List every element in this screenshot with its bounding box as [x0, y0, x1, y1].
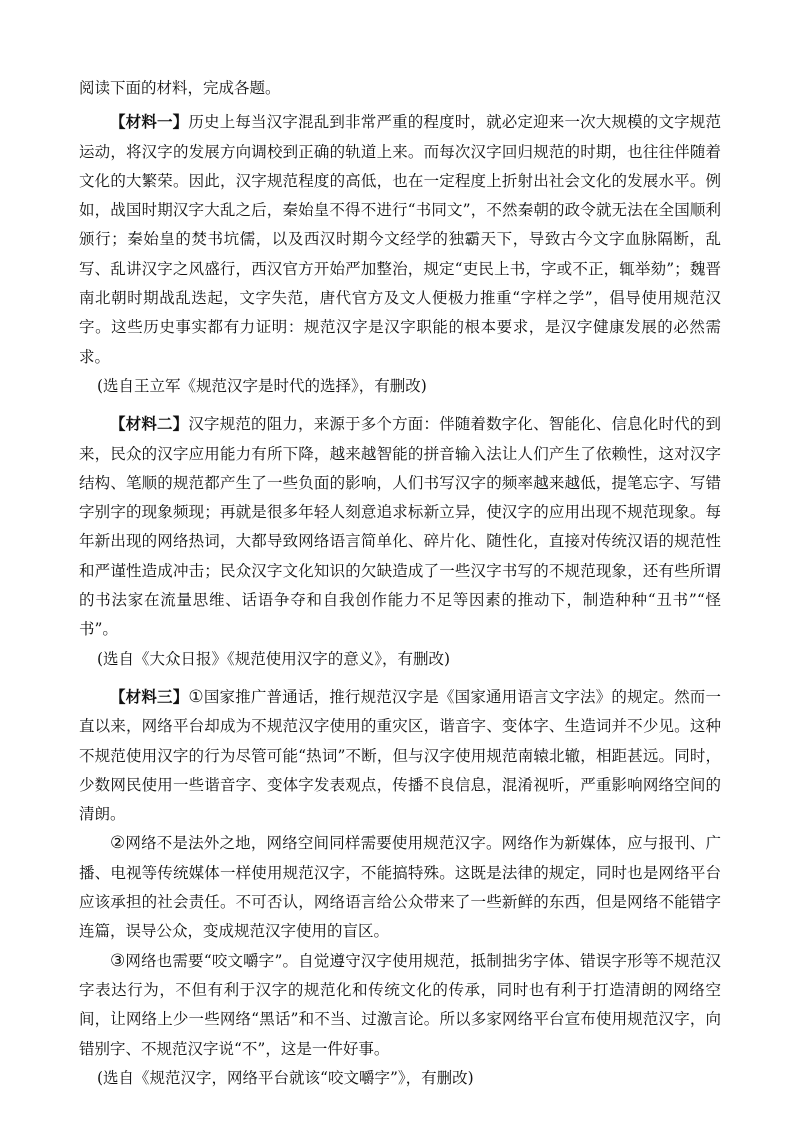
material-3-source: (选自《规范汉字，网络平台就该“咬文嚼字”》，有删改) — [97, 1068, 474, 1087]
material-3-paragraph-2 — [79, 829, 721, 946]
material-2-label: 【材料二】 — [110, 414, 189, 434]
intro-instruction: 阅读下面的材料，完成各题。 — [79, 79, 281, 97]
material-2-source: (选自《大众日报》《规范使用汉字的意义》，有删改) — [97, 649, 451, 668]
material-2-paragraph — [79, 409, 721, 644]
material-3-text-2: 网络不是法外之地，网络空间同样需要使用规范汉字。网络作为新媒体，应与报刊、广播、电视等传统媒体一样使用规范汉字，不能搞特殊。这既是法律的规定，同时也是网络平台应该承担的社会责任。不可否认，网络语言给公众带来了一些新鲜的东西，但是网络不能错字连篇，误导公众，变成规范汉字使用的盲区。 — [79, 834, 721, 941]
material-3-label: 【材料三】 — [110, 686, 189, 706]
document-page — [79, 74, 721, 1101]
material-1-source: (选自王立军《规范汉字是时代的选择》，有删改) — [97, 376, 427, 395]
paragraph-number-1: ① — [188, 686, 204, 707]
material-3-text-3: 网络也需要“咬文嚼字”。自觉遵守汉字使用规范，抵制拙劣字体、错误字形等不规范汉字表达行为，不但有利于汉字的规范化和传统文化的传承，同时也有利于打造清朗的网络空间，让网络上少一些网络“黑话”和不当、过激言论。所以多家网络平台宣布使用规范汉字，向错别字、不规范汉字说“不”，这是一件好事。 — [79, 951, 721, 1058]
material-3-paragraph-1 — [79, 682, 721, 829]
material-2-text: 汉字规范的阻力，来源于多个方面：伴随着数字化、智能化、信息化时代的到来，民众的汉字应用能力有所下降，越来越智能的拼音输入法让人们产生了依赖性，这对汉字结构、笔顺的规范都产生了一些负面的影响，人们书写汉字的频率越来越低，提笔忘字、写错字别字的现象频现；再就是很多年轻人刻意追求标新立异，使汉字的应用出现不规范现象。每年新出现的网络热词，大都导致网络语言简单化、碎片化、随性化，直接对传统汉语的规范性和严谨性造成冲击；民众汉字文化知识的欠缺造成了一些汉字书写的不规范现象，还有些所谓的书法家在流量思维、话语争夺和自我创作能力不足等因素的推动下，制造种种“丑书”“怪书”。 — [79, 415, 721, 639]
material-3-text-1: 国家推广普通话，推行规范汉字是《国家通用语言文字法》的规定。然而一直以来，网络平台却成为不规范汉字使用的重灾区，谐音字、变体字、生造词并不少见。这种不规范使用汉字的行为尽管可能“热词”不断，但与汉字使用规范南辕北辙，相距甚远。同时，少数网民使用一些谐音字、变体字发表观点，传播不良信息，混淆视听，严重影响网络空间的清朗。 — [79, 687, 721, 824]
paragraph-number-3: ③ — [110, 950, 126, 971]
material-3-paragraph-3 — [79, 947, 721, 1064]
material-1-paragraph — [79, 107, 721, 372]
material-1-label: 【材料一】 — [110, 112, 189, 132]
material-1-text: 历史上每当汉字混乱到非常严重的程度时，就必定迎来一次大规模的文字规范运动，将汉字的发展方向调校到正确的轨道上来。而每次汉字回归规范的时期，也往往伴随着文化的大繁荣。因此，汉字规范程度的高低，也在一定程度上折射出社会文化的发展水平。例如，战国时期汉字大乱之后，秦始皇不得不进行“书同文”，不然秦朝的政令就无法在全国顺利颁行；秦始皇的焚书坑儒，以及西汉时期今文经学的独霸天下，导致古今文字血脉隔断，乱写、乱讲汉字之风盛行，西汉官方开始严加整治，规定“吏民上书，字或不正，辄举劾”；魏晋南北朝时期战乱迭起，文字失范，唐代官方及文人便极力推重“字样之学”，倡导使用规范汉字。这些历史事实都有力证明：规范汉字是汉字职能的根本要求，是汉字健康发展的必然需求。 — [79, 113, 721, 366]
paragraph-number-2: ② — [110, 833, 126, 854]
